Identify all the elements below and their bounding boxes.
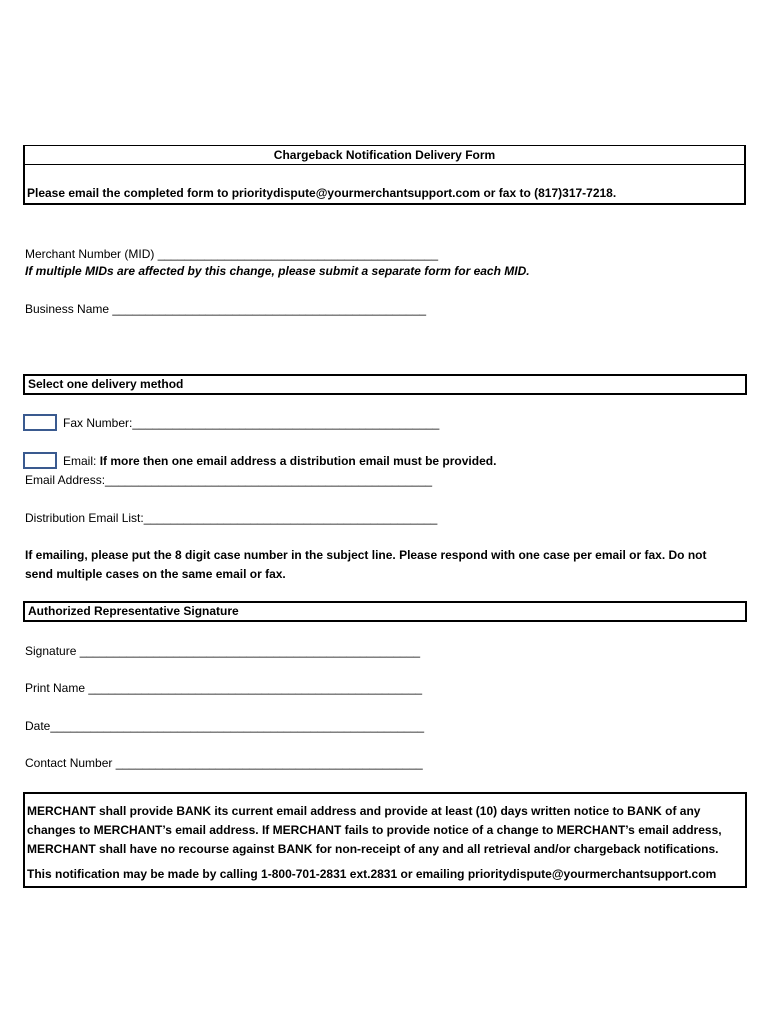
submission-instructions: Please email the completed form to prioritydispute@yourmerchantsupport.com or fax to (817)317-7218. xyxy=(27,186,617,200)
print-name-field[interactable]: Print Name __________________________________________________ xyxy=(25,681,423,695)
email-option xyxy=(63,454,496,468)
form-title: Chargeback Notification Delivery Form xyxy=(25,146,744,165)
subject-line-instructions: If emailing, please put the 8 digit case number in the subject line. Please respond with one case per email or fax. Do not send multiple cases on the same email or fax. xyxy=(25,548,707,581)
business-name-field[interactable]: Business Name _______________________________________________ xyxy=(25,302,427,316)
delivery-section-header: Select one delivery method xyxy=(23,374,747,395)
email-option-label: Email: xyxy=(63,454,100,468)
notice-calling-line: This notification may be made by calling 1-800-701-2831 ext.2831 or emailing prioritydispute@yourmerchantsupport.com xyxy=(27,867,717,881)
signature-section-header: Authorized Representative Signature xyxy=(23,601,747,622)
mid-note: If multiple MIDs are affected by this change, please submit a separate form for each MID. xyxy=(25,264,530,278)
distribution-list-field[interactable]: Distribution Email List:____________________________________________ xyxy=(25,511,438,525)
date-field[interactable]: Date________________________________________________________ xyxy=(25,719,425,733)
fax-number-field[interactable]: Fax Number:______________________________________________ xyxy=(63,416,440,430)
fax-checkbox[interactable] xyxy=(23,414,57,431)
contact-number-field[interactable]: Contact Number ______________________________________________ xyxy=(25,756,423,770)
notice-paragraph: MERCHANT shall provide BANK its current email address and provide at least (10) days written notice to BANK of any changes to MERCHANT’s email address. If MERCHANT fails to provide notice of a change to MERCHANT’s email address, MERCHANT shall have no recourse against BANK for non-receipt of any and all retrieval and/or chargeback notifications. xyxy=(27,804,722,856)
notice-box xyxy=(23,792,747,888)
email-option-note: If more then one email address a distribution email must be provided. xyxy=(99,454,497,468)
form-header xyxy=(23,145,746,205)
signature-field[interactable]: Signature ___________________________________________________ xyxy=(25,644,421,658)
email-address-field[interactable]: Email Address:_________________________________________________ xyxy=(25,473,433,487)
mid-field[interactable]: Merchant Number (MID) __________________________________________ xyxy=(25,247,438,261)
email-checkbox[interactable] xyxy=(23,452,57,469)
